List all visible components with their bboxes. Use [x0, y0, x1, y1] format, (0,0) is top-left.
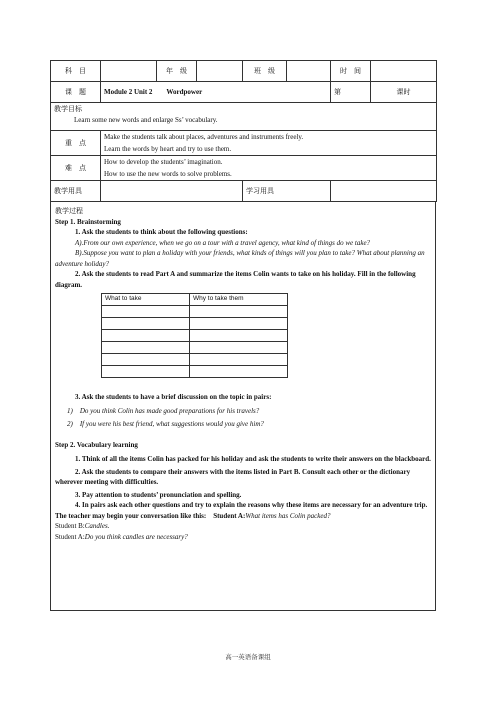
step2-item-2: 2. Ask the students to compare their answers with the items listed in Part B. Consult each other or the dictionary wherever meeting with difficulties. — [55, 467, 411, 486]
class-label: 班 级 — [243, 61, 287, 82]
topic-value: Module 2 Unit 2 Wordpower — [101, 82, 331, 103]
dialogue-text: Do you think candles are necessary? — [84, 532, 188, 541]
diagram-cell[interactable] — [102, 306, 190, 318]
step1-item-3: 3. Ask the students to have a brief discussion on the topic in pairs: — [75, 393, 272, 401]
header-row-1 — [51, 61, 437, 82]
step2-item-4-text: 4. In pairs ask each other questions and try to explain the reasons why these items are necessary for an adventure trip. The teacher may begin your conversation like this: Student A: — [55, 501, 435, 520]
time-value[interactable] — [371, 61, 437, 82]
diagram-row — [102, 342, 288, 354]
diagram-row — [102, 366, 288, 378]
diagram-header-row — [102, 294, 288, 306]
diagram-cell[interactable] — [190, 366, 288, 378]
dialogue-line-1 — [51, 521, 435, 532]
class-value[interactable] — [287, 61, 331, 82]
diagram-row — [102, 330, 288, 342]
diagram-col-what: What to take — [102, 294, 190, 306]
dialogue-line-2 — [51, 532, 435, 543]
learning-tools-value[interactable] — [331, 181, 437, 202]
diagram-cell[interactable] — [190, 342, 288, 354]
key-points-label: 重 点 — [51, 131, 101, 156]
teaching-tools-value[interactable] — [101, 181, 243, 202]
dialogue-text: Candles. — [84, 522, 110, 530]
tools-row — [51, 181, 437, 202]
diagram-cell[interactable] — [102, 318, 190, 330]
diagram-col-why: Why to take them — [190, 294, 288, 306]
step1-question-b: B).Suppose you want to plan a holiday with your friends, what kinds of things will you plan to take? What about planning an adventure holiday? — [55, 249, 425, 268]
lesson-plan-sheet — [50, 60, 436, 611]
dialogue-speaker: Student B: — [55, 522, 85, 530]
diagram-cell[interactable] — [190, 318, 288, 330]
difficulties-text — [101, 156, 437, 181]
grade-value[interactable] — [197, 61, 243, 82]
topic-label: 课 题 — [51, 82, 101, 103]
diagram-row — [102, 318, 288, 330]
step1-discussion-q2: 2) If you were his best friend, what suggestions would you give him? — [67, 420, 264, 428]
diagram-row — [102, 306, 288, 318]
learning-tools-label: 学习用具 — [243, 181, 331, 202]
diagram-cell[interactable] — [102, 366, 190, 378]
spacer — [51, 378, 435, 392]
key-point-line: Learn the words by heart and try to use them. — [104, 145, 232, 153]
teaching-tools-label: 教学用具 — [51, 181, 101, 202]
teaching-process — [50, 202, 436, 611]
step2-item-4 — [51, 500, 435, 521]
key-points-text — [101, 131, 437, 156]
period-unit: 课时 — [371, 82, 437, 103]
step2-title: Step 2. Vocabulary learning — [55, 440, 138, 449]
step2-item-4-question: What items has Colin packed? — [245, 511, 331, 520]
step1-item-2: 2. Ask the students to read Part A and summarize the items Colin wants to take on his holiday. Fill in the following diagram. — [55, 270, 416, 289]
difficulties-row — [51, 156, 437, 181]
step1-title: Step 1. Brainstorming — [55, 217, 121, 226]
subject-label: 科 目 — [51, 61, 101, 82]
diagram-cell[interactable] — [190, 330, 288, 342]
step2-item-1: 1. Think of all the items Colin has packed for his holiday and ask the students to write their answers on the blackboard. — [75, 455, 431, 463]
subject-value[interactable] — [101, 61, 157, 82]
diagram-cell[interactable] — [102, 342, 190, 354]
difficulty-line: How to develop the students’ imagination. — [104, 158, 223, 166]
process-label: 教学过程 — [55, 207, 83, 215]
objectives-text: Learn some new words and enlarge Ss’ vocabulary. — [74, 116, 218, 124]
diagram-cell[interactable] — [102, 330, 190, 342]
time-label: 时 间 — [331, 61, 371, 82]
diagram-cell[interactable] — [190, 306, 288, 318]
page-footer: 高一英语备课组 — [225, 654, 271, 661]
period-label: 第 — [331, 82, 371, 103]
diagram-cell[interactable] — [190, 354, 288, 366]
header-table — [50, 60, 437, 202]
step2-item-3: 3. Pay attention to students’ pronunciation and spelling. — [75, 490, 242, 499]
step1-discussion-q1: 1) Do you think Colin has made good preparations for his travels? — [67, 406, 260, 415]
objectives-label: 教学目标 — [54, 105, 82, 113]
difficulty-line: How to use the new words to solve problems. — [104, 170, 232, 178]
spacer — [51, 430, 435, 440]
diagram-row — [102, 354, 288, 366]
header-row-2 — [51, 82, 437, 103]
dialogue-speaker: Student A: — [55, 532, 85, 541]
step1-item-1: 1. Ask the students to think about the following questions: — [75, 228, 248, 236]
diagram-cell[interactable] — [102, 354, 190, 366]
items-diagram — [101, 293, 288, 378]
objectives-row — [51, 103, 437, 131]
key-points-row — [51, 131, 437, 156]
difficulties-label: 难 点 — [51, 156, 101, 181]
key-point-line: Make the students talk about places, adventures and instruments freely. — [104, 133, 304, 141]
step1-question-a: A).From our own experience, when we go on a tour with a travel agency, what kind of things do we take? — [75, 238, 371, 247]
grade-label: 年 级 — [157, 61, 197, 82]
